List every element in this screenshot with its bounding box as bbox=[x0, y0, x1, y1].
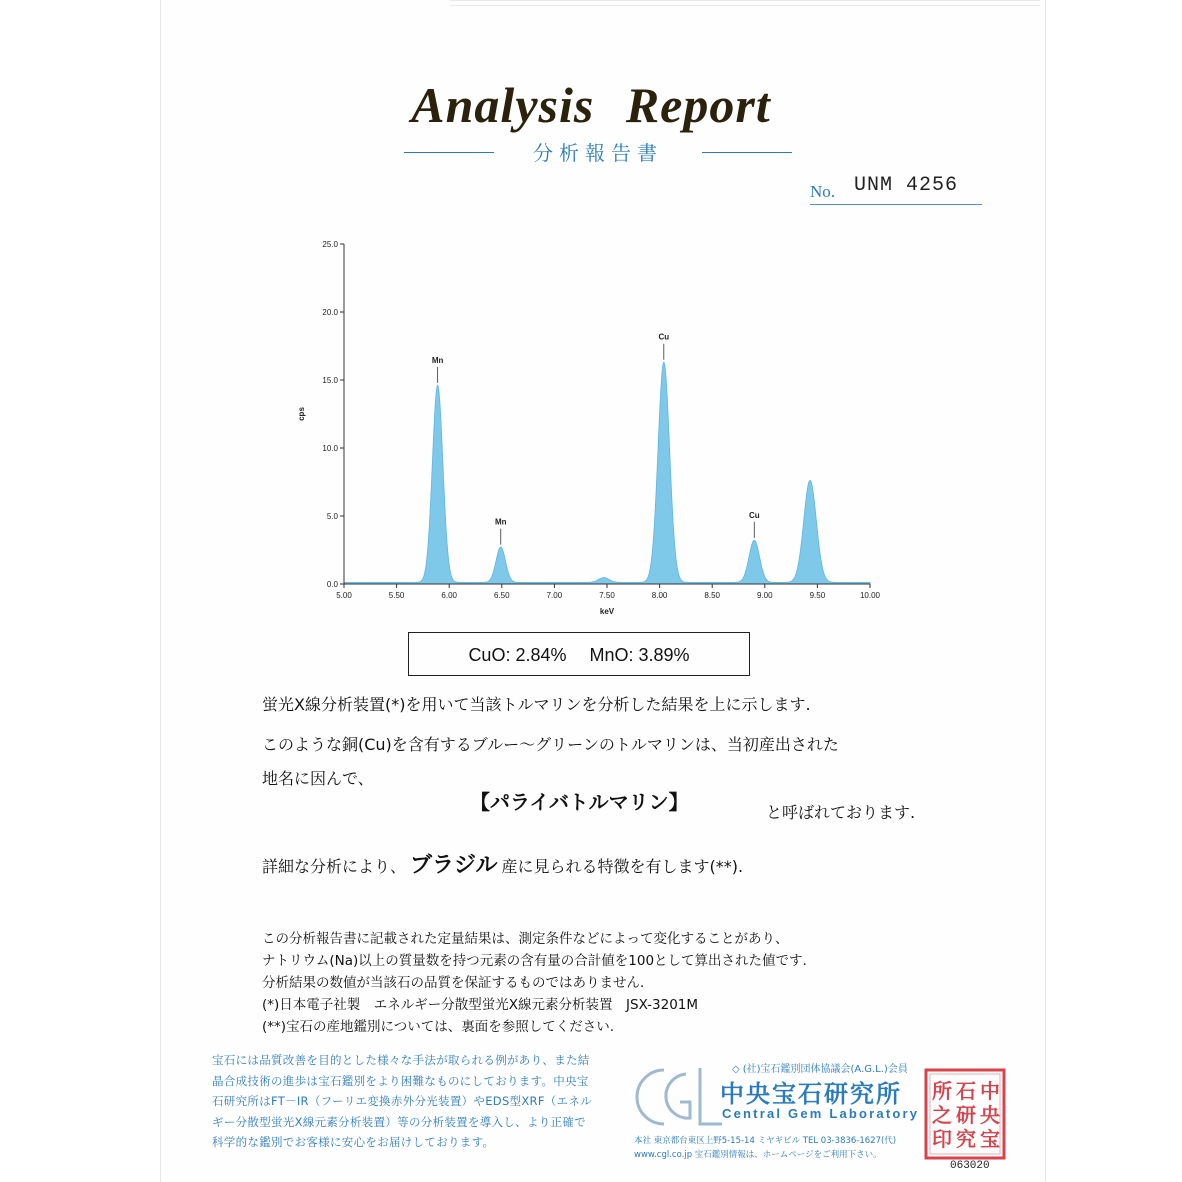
x-tick-label: 5.50 bbox=[388, 591, 405, 600]
body-line-3: 地名に因んで、 bbox=[262, 769, 374, 788]
x-tick-label: 6.00 bbox=[441, 591, 457, 600]
spectrum-svg bbox=[297, 232, 890, 632]
header-rule bbox=[450, 0, 1040, 14]
peak-label: Mn bbox=[431, 355, 444, 365]
svg-text:石: 石 bbox=[956, 1079, 976, 1103]
xrf-spectrum-chart bbox=[297, 232, 890, 632]
svg-text:中: 中 bbox=[980, 1079, 1000, 1103]
origin-country: ブラジル bbox=[410, 853, 498, 878]
x-tick-label: 7.00 bbox=[546, 591, 563, 600]
y-tick-label: 20.0 bbox=[322, 308, 338, 317]
svg-text:研: 研 bbox=[956, 1103, 976, 1127]
svg-text:之: 之 bbox=[932, 1103, 952, 1127]
x-tick-label: 6.50 bbox=[494, 591, 510, 600]
y-tick-label: 10.0 bbox=[322, 444, 338, 453]
body-line-1: 蛍光X線分析装置(*)を用いて当該トルマリンを分析した結果を上に示します. bbox=[262, 695, 811, 714]
cgl-logo bbox=[634, 1062, 724, 1132]
x-tick-label: 8.50 bbox=[704, 591, 720, 600]
peak-label: Cu bbox=[658, 332, 670, 342]
variety-name: 【パライバトルマリン】 bbox=[470, 790, 689, 814]
cuo-result: CuO: 2.84% bbox=[468, 645, 567, 665]
note-1: この分析報告書に記載された定量結果は、測定条件などによって変化することがあり、 bbox=[262, 931, 789, 947]
footer-disclaimer: 宝石には品質改善を目的とした様々な手法が取られる例があり、また結晶合成技術の進歩は宝石鑑別をより困難なものにしております。中央宝石研究所はFT－IR（フーリエ変換赤外分光装置）やEDS型XRF（エネルギー分散型蛍光X線元素分析装置）等の分析装置を導入し、より正確で科学的な鑑別でお客様に安心をお届けしております。 bbox=[212, 1053, 592, 1149]
peak-label: Cu bbox=[748, 510, 760, 520]
report-subtitle bbox=[404, 138, 792, 168]
spectrum-area bbox=[344, 362, 870, 584]
lab-address: 本社 東京都台東区上野5-15-14 ミヤギビル TEL 03-3836-1627(代) bbox=[634, 1136, 897, 1146]
report-number-value: UNM 4256 bbox=[854, 174, 959, 197]
lab-name: 中央宝石研究所 bbox=[720, 1080, 902, 1108]
x-tick-label: 9.00 bbox=[757, 591, 773, 600]
notes-block bbox=[262, 928, 807, 1038]
lab-website: www.cgl.co.jp 宝石鑑別情報は、ホームページをご利用下さい。 bbox=[634, 1150, 882, 1160]
x-tick-label: 5.00 bbox=[336, 591, 352, 600]
y-axis-label: cps bbox=[297, 407, 306, 421]
report-title: Analysis Report bbox=[411, 77, 771, 133]
body-line-5 bbox=[262, 848, 743, 879]
svg-text:宝: 宝 bbox=[980, 1127, 1000, 1151]
result-box bbox=[408, 632, 750, 676]
note-2: ナトリウム(Na)以上の質量数を持つ元素の含有量の合計値を100として算出された値です. bbox=[262, 953, 807, 969]
subtitle-rule-right bbox=[702, 152, 792, 153]
note-4: (*)日本電子社製 エネルギー分散型蛍光X線元素分析装置 JSX-3201M bbox=[262, 997, 699, 1013]
subtitle-rule-left bbox=[404, 152, 494, 153]
x-tick-label: 7.50 bbox=[599, 591, 615, 600]
y-tick-label: 25.0 bbox=[322, 240, 338, 249]
x-tick-label: 8.00 bbox=[651, 591, 668, 600]
y-tick-label: 5.0 bbox=[326, 512, 338, 521]
note-3: 分析結果の数値が当該石の品質を保証するものではありません. bbox=[262, 975, 645, 991]
svg-text:究: 究 bbox=[956, 1127, 976, 1151]
svg-text:央: 央 bbox=[980, 1103, 1000, 1127]
line5-post: 産に見られる特徴を有します(**). bbox=[501, 857, 744, 876]
note-5: (**)宝石の産地鑑別については、裏面を参照してください. bbox=[262, 1019, 615, 1035]
y-tick-label: 15.0 bbox=[322, 376, 338, 385]
svg-text:印: 印 bbox=[932, 1127, 952, 1151]
svg-text:所: 所 bbox=[932, 1079, 952, 1103]
x-tick-label: 10.00 bbox=[859, 591, 881, 600]
body-line-2: このような銅(Cu)を含有するブルー～グリーンのトルマリンは、当初産出された bbox=[262, 735, 839, 754]
report-number bbox=[810, 174, 982, 205]
diamond-icon: ◇ bbox=[732, 1064, 740, 1075]
x-tick-label: 9.50 bbox=[809, 591, 826, 600]
y-tick-label: 0.0 bbox=[326, 580, 338, 589]
official-seal-stamp bbox=[924, 1068, 1006, 1160]
mno-result: MnO: 3.89% bbox=[589, 645, 690, 665]
line5-pre: 詳細な分析により、 bbox=[262, 857, 407, 876]
x-axis-label: keV bbox=[599, 607, 615, 616]
subtitle-text: 分析報告書 bbox=[533, 141, 663, 165]
lab-name-english: Central Gem Laboratory bbox=[722, 1106, 920, 1121]
serial-number: 063020 bbox=[950, 1160, 990, 1172]
association-membership: ◇ (社)宝石鑑別団体協議会(A.G.L.)会員 bbox=[732, 1064, 908, 1075]
peak-label: Mn bbox=[494, 517, 507, 527]
body-line-4: と呼ばれております. bbox=[766, 803, 916, 822]
report-number-label: No. bbox=[810, 182, 836, 201]
